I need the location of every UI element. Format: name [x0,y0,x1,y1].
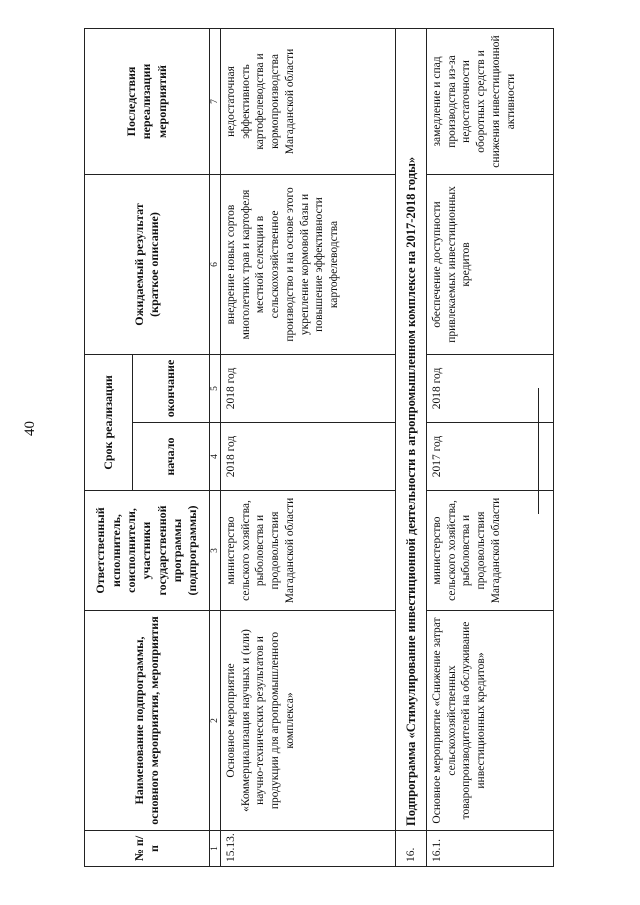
header-start: начало [133,423,210,491]
measure-name: Основное мероприятие «Коммерциализация научных и (или) научно-технических результатов и продукции для агропромышленного комплекса» [221,611,396,831]
table-container [84,29,528,867]
row-number: 15.13. [221,831,396,867]
measures-table [84,28,554,867]
column-number: 3 [210,491,221,611]
header-result: Ожидаемый результат (краткое описание) [85,174,210,354]
end-year: 2018 год [427,354,554,422]
column-number: 1 [210,831,221,867]
header-end: окончание [133,354,210,422]
executor: министерство сельского хозяйства, рыболовства и продовольствия Магаданской области [427,491,554,611]
header-executor: Ответственный исполнитель, соисполнители, участники государственной программы (подпрограммы) [85,491,210,611]
table-row [427,28,554,866]
table-row [221,28,396,866]
column-number: 2 [210,611,221,831]
column-number: 7 [210,28,221,174]
executor: министерство сельского хозяйства, рыболовства и продовольствия Магаданской области [221,491,396,611]
consequence: недостаточная эффективность картофелеводства и кормопроизводства Магаданской области [221,28,396,174]
start-year: 2017 год [427,423,554,491]
measure-name: Основное мероприятие «Снижение затрат сельскохозяйственных товаропроизводителей на обслуживание инвестиционных кредитов» [427,611,554,831]
column-number: 5 [210,354,221,422]
page-number: 40 [22,421,38,436]
column-number: 6 [210,174,221,354]
start-year: 2018 год [221,423,396,491]
expected-result: обеспечение доступности привлекаемых инвестиционных кредитов [427,174,554,354]
header-term: Срок реализации [85,354,133,490]
header-consequence: Последствия нереализации мероприятий [85,28,210,174]
column-numbers-row [210,28,221,866]
header-name: Наименование подпрограммы, основного мероприятия, мероприятия [85,611,210,831]
expected-result: внедрение новых сортов многолетних трав и картофеля местной селекции в сельскохозяйственное производство и на основе этого укрепление кормовой базы и повышение эффективности картофелеводства [221,174,396,354]
section-row [396,28,427,866]
section-title: Подпрограмма «Стимулирование инвестиционной деятельности в агропромышленном комплексе на 2017-2018 годы» [396,28,427,830]
row-number: 16.1. [427,831,554,867]
end-year: 2018 год [221,354,396,422]
section-number: 16. [396,831,427,867]
column-number: 4 [210,423,221,491]
consequence: замедление и спад производства из-за недостаточности оборотных средств и снижения инвестиционной активности [427,28,554,174]
header-number: № п/п [85,831,210,867]
